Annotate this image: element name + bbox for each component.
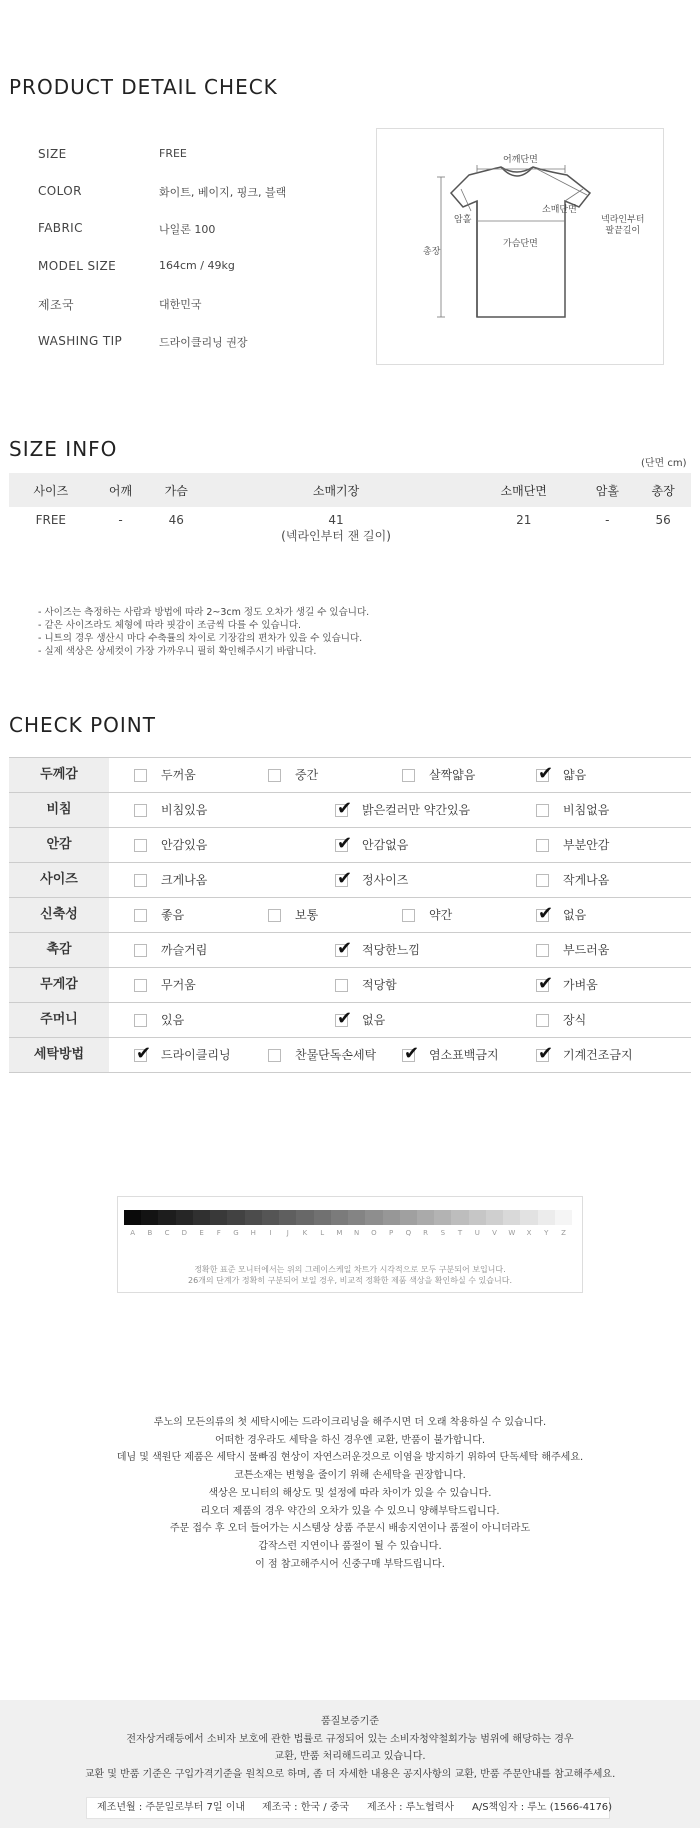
- gray-letter: T: [457, 1229, 463, 1237]
- diagram-label-shoulder: 어깨단면: [503, 155, 538, 165]
- check-row: [9, 863, 691, 898]
- checkbox[interactable]: [536, 839, 549, 852]
- gray-swatch: [193, 1210, 210, 1225]
- check-option-label: 살짝얇음: [429, 768, 476, 782]
- footer-line: 전자상거래등에서 소비자 보호에 관한 법률로 규정되어 있는 소비자청약철회가능 범위에 해당하는 경우: [126, 1733, 574, 1745]
- gray-letter: O: [371, 1229, 377, 1237]
- check-option-label: 중간: [295, 768, 319, 782]
- size-cell: -: [118, 513, 123, 527]
- check-option-label: 안감없음: [362, 838, 409, 852]
- check-option-label: 좋음: [161, 908, 185, 922]
- checkbox[interactable]: [134, 979, 147, 992]
- size-cell: FREE: [35, 513, 67, 527]
- checkbox[interactable]: [134, 769, 147, 782]
- care-line: 이 점 참고해주시어 신중구매 부탁드립니다.: [255, 1558, 445, 1570]
- check-row: [9, 1038, 691, 1073]
- check-row-label: 안감: [9, 828, 109, 862]
- footer-line: 교환, 반품 처리해드리고 있습니다.: [274, 1751, 426, 1763]
- size-notes: [38, 606, 369, 658]
- spec-value: 164cm / 49kg: [159, 259, 235, 272]
- table-row: [9, 507, 691, 557]
- diagram-label-armhole: 암홀: [454, 215, 472, 225]
- gray-swatch: [210, 1210, 227, 1225]
- gray-swatch: [227, 1210, 244, 1225]
- gray-swatch: [383, 1210, 400, 1225]
- gray-letter: L: [320, 1229, 325, 1237]
- gray-swatch: [520, 1210, 537, 1225]
- check-row-label: 촉감: [9, 933, 109, 967]
- spec-label: FABRIC: [38, 221, 83, 235]
- check-option-label: 드라이클리닝: [161, 1048, 231, 1062]
- checkmark-icon: ✔: [337, 938, 353, 959]
- checkbox[interactable]: [134, 874, 147, 887]
- check-option-label: 있음: [161, 1013, 185, 1027]
- gray-letter: Z: [561, 1229, 566, 1237]
- gray-swatch: [279, 1210, 296, 1225]
- checkbox[interactable]: [268, 769, 281, 782]
- checkbox[interactable]: [536, 1014, 549, 1027]
- check-row-label: 사이즈: [9, 863, 109, 897]
- checkmark-icon: ✔: [136, 1043, 152, 1064]
- gray-swatch: [434, 1210, 451, 1225]
- gray-swatch: [314, 1210, 331, 1225]
- check-option-label: 비침없음: [563, 803, 610, 817]
- checkmark-icon: ✔: [337, 833, 353, 854]
- checkbox-checked[interactable]: [536, 1043, 554, 1064]
- checkmark-icon: ✔: [337, 868, 353, 889]
- gray-letter: Y: [544, 1229, 549, 1237]
- gray-letter: N: [354, 1229, 360, 1237]
- checkbox[interactable]: [335, 979, 348, 992]
- gray-swatch: [417, 1210, 434, 1225]
- size-info-title: SIZE INFO: [9, 437, 118, 461]
- care-line: 갑작스런 지연이나 품절이 될 수 있습니다.: [258, 1540, 442, 1552]
- check-option-label: 부분안감: [563, 838, 610, 852]
- care-line: 코튼소재는 변형을 줄이기 위해 손세탁을 권장합니다.: [234, 1470, 466, 1482]
- spec-label: 제조국: [38, 298, 74, 312]
- checkbox[interactable]: [134, 839, 147, 852]
- diagram-label-length: 총장: [423, 247, 441, 257]
- size-cell: 21: [516, 513, 532, 527]
- check-row: [9, 1003, 691, 1038]
- checkbox-checked[interactable]: [536, 973, 554, 994]
- checkbox[interactable]: [134, 804, 147, 817]
- check-row-label: 신축성: [9, 898, 109, 932]
- gray-letter: K: [302, 1229, 308, 1237]
- check-option-label: 가벼움: [563, 978, 598, 992]
- check-option-label: 보통: [295, 908, 319, 922]
- checkbox[interactable]: [536, 944, 549, 957]
- gray-letter: D: [181, 1229, 188, 1237]
- checkmark-icon: ✔: [337, 1008, 353, 1029]
- gray-letter: E: [199, 1229, 204, 1237]
- footer-info-bar: [86, 1797, 613, 1819]
- check-option-label: 크게나옴: [161, 873, 208, 887]
- grayscale-swatches: [124, 1210, 572, 1225]
- checkbox[interactable]: [536, 874, 549, 887]
- note-line: - 사이즈는 측정하는 사람과 방법에 따라 2~3cm 정도 오차가 생길 수 있습니다.: [38, 607, 370, 618]
- checkbox-checked[interactable]: [335, 938, 353, 959]
- care-notice: [0, 1414, 700, 1573]
- check-option-label: 까슬거림: [161, 943, 208, 957]
- checkbox-checked[interactable]: [335, 868, 353, 889]
- gray-swatch: [469, 1210, 486, 1225]
- diagram-label-sleeve-length: 넥라인부터 팔끝길이: [601, 215, 645, 236]
- check-row-label: 세탁방법: [9, 1038, 109, 1072]
- size-unit: (단면 cm): [641, 458, 687, 469]
- checkbox[interactable]: [134, 944, 147, 957]
- gray-letter: W: [508, 1229, 516, 1237]
- gray-swatch: [486, 1210, 503, 1225]
- care-line: 어떠한 경우라도 세탁을 하신 경우엔 교환, 반품이 불가합니다.: [214, 1434, 486, 1446]
- footer-maker: 제조사 : 루노협력사: [367, 1802, 455, 1813]
- checkbox[interactable]: [402, 769, 415, 782]
- spec-label: MODEL SIZE: [38, 259, 117, 273]
- gray-swatch: [176, 1210, 193, 1225]
- checkbox-checked[interactable]: [536, 763, 554, 784]
- gray-swatch: [451, 1210, 468, 1225]
- note-line: - 실제 색상은 상세컷이 가장 가까우니 필히 확인해주시기 바랍니다.: [38, 646, 317, 657]
- spec-label: SIZE: [38, 147, 67, 161]
- gray-letter: V: [492, 1229, 497, 1237]
- check-option-label: 정사이즈: [362, 873, 409, 887]
- check-row: [9, 898, 691, 933]
- checkbox[interactable]: [268, 1049, 281, 1062]
- checkbox[interactable]: [268, 909, 281, 922]
- care-line: 리오더 제품의 경우 약간의 오차가 있을 수 있으니 양해부탁드립니다.: [200, 1505, 500, 1517]
- checkbox-checked[interactable]: [402, 1043, 420, 1064]
- care-line: 루노의 모든의류의 첫 세탁시에는 드라이크리닝을 해주시면 더 오래 착용하실 수 있습니다.: [153, 1417, 547, 1428]
- gray-letter: A: [130, 1229, 136, 1237]
- gray-letter: F: [216, 1229, 221, 1237]
- size-col-header: 암홀: [579, 473, 635, 507]
- spec-value: 대한민국: [159, 298, 202, 311]
- check-row-label: 무게감: [9, 968, 109, 1002]
- footer-text: [0, 1713, 700, 1784]
- size-col-header: 총장: [635, 473, 691, 507]
- check-option-label: 무거움: [161, 978, 196, 992]
- spec-label: WASHING TIP: [38, 334, 123, 348]
- size-cell: 56: [655, 513, 671, 527]
- size-col-header: 사이즈: [9, 473, 93, 507]
- gray-swatch: [141, 1210, 158, 1225]
- diagram-label-sleeve-width: 소매단면: [542, 205, 577, 215]
- check-row: [9, 793, 691, 828]
- check-option-label: 밝은컬러만 약간있음: [362, 803, 471, 817]
- measurement-diagram: [376, 128, 664, 365]
- gray-swatch: [262, 1210, 279, 1225]
- check-row-label: 주머니: [9, 1003, 109, 1037]
- check-row: [9, 933, 691, 968]
- care-line: 데님 및 색원단 제품은 세탁시 물빠짐 현상이 자연스러운것으로 이염을 방지하기 위하여 단독세탁 해주세요.: [116, 1452, 584, 1464]
- gray-letter: G: [233, 1229, 239, 1237]
- grayscale-chart: [117, 1196, 583, 1293]
- gray-swatch: [348, 1210, 365, 1225]
- gray-swatch: [124, 1210, 141, 1225]
- size-cell: 46: [168, 513, 184, 527]
- check-option-label: 비침있음: [161, 803, 208, 817]
- check-option-label: 장식: [563, 1013, 587, 1027]
- check-option-label: 얇음: [563, 768, 587, 782]
- checkmark-icon: ✔: [538, 973, 554, 994]
- gray-swatch: [365, 1210, 382, 1225]
- gray-swatch: [555, 1210, 572, 1225]
- gray-letter: M: [336, 1229, 343, 1237]
- check-point-table: [9, 757, 691, 1073]
- gray-letter: S: [440, 1229, 446, 1237]
- gray-letter: H: [250, 1229, 256, 1237]
- size-col-header: 가슴: [148, 473, 204, 507]
- size-cell: -: [605, 513, 610, 527]
- size-table-header: [9, 473, 691, 507]
- checkbox[interactable]: [536, 804, 549, 817]
- quality-footer: [0, 1700, 700, 1828]
- spec-label: COLOR: [38, 184, 82, 198]
- gray-swatch: [503, 1210, 520, 1225]
- note-line: - 니트의 경우 생산시 마다 수축률의 차이로 기장감의 편차가 있을 수 있습니다.: [38, 633, 363, 644]
- checkbox-checked[interactable]: [335, 833, 353, 854]
- gray-letter: C: [164, 1229, 170, 1237]
- checkbox-checked[interactable]: [536, 903, 554, 924]
- check-option-label: 약간: [429, 908, 453, 922]
- check-row-label: 비침: [9, 793, 109, 827]
- check-point-title: CHECK POINT: [9, 713, 156, 737]
- gray-letter: P: [389, 1229, 394, 1237]
- checkmark-icon: ✔: [538, 1043, 554, 1064]
- size-table: [9, 473, 691, 557]
- checkmark-icon: ✔: [538, 903, 554, 924]
- checkbox[interactable]: [402, 909, 415, 922]
- checkbox-checked[interactable]: [335, 1008, 353, 1029]
- check-option-label: 기계건조금지: [563, 1048, 633, 1062]
- gray-letter: I: [269, 1229, 272, 1237]
- gray-swatch: [400, 1210, 417, 1225]
- check-option-label: 안감있음: [161, 838, 208, 852]
- spec-value: 화이트, 베이지, 핑크, 블랙: [159, 186, 287, 199]
- check-option-label: 작게나옴: [563, 873, 610, 887]
- gray-letter: J: [286, 1229, 289, 1237]
- check-row: [9, 968, 691, 1003]
- spec-value: 드라이클리닝 권장: [159, 336, 248, 349]
- detail-title: PRODUCT DETAIL CHECK: [9, 75, 278, 99]
- footer-made-date: 제조년월 : 주문일로부터 7일 이내: [97, 1802, 246, 1813]
- gray-swatch: [158, 1210, 175, 1225]
- check-option-label: 없음: [563, 908, 587, 922]
- check-row-label: 두께감: [9, 758, 109, 792]
- check-option-label: 부드러움: [563, 943, 610, 957]
- gray-letter: X: [526, 1229, 532, 1237]
- checkmark-icon: ✔: [538, 763, 554, 784]
- size-col-header: 소매단면: [468, 473, 580, 507]
- spec-value: FREE: [159, 147, 187, 160]
- checkbox[interactable]: [134, 1014, 147, 1027]
- checkbox-checked[interactable]: [335, 798, 353, 819]
- gray-swatch: [296, 1210, 313, 1225]
- check-option-label: 찬물단독손세탁: [295, 1048, 377, 1062]
- note-line: - 같은 사이즈라도 체형에 따라 핏감이 조금씩 다를 수 있습니다.: [38, 620, 302, 631]
- footer-line: 교환 및 반품 기준은 구입가격기준을 원칙으로 하며, 좀 더 자세한 내용은 공지사항의 교환, 반품 주문안내를 참고해주세요.: [84, 1769, 616, 1781]
- gray-swatch: [245, 1210, 262, 1225]
- gray-swatch: [538, 1210, 555, 1225]
- gray-letter: B: [147, 1229, 153, 1237]
- size-col-header: 어깨: [93, 473, 149, 507]
- check-option-label: 두꺼움: [161, 768, 196, 782]
- check-option-label: 적당한느낌: [362, 943, 420, 957]
- grayscale-note: 정확한 표준 모니터에서는 위의 그레이스케일 차트가 시각적으로 모두 구분되어 보입니다. 26개의 단계가 정확히 구분되어 보일 경우, 비교적 정확한 제품 색상을 확인하실 수 있습니다.: [188, 1265, 512, 1285]
- spec-value: 나일론 100: [159, 223, 216, 236]
- check-option-label: 적당함: [362, 978, 397, 992]
- check-row: [9, 828, 691, 863]
- check-option-label: 염소표백금지: [429, 1048, 499, 1062]
- footer-country: 제조국 : 한국 / 중국: [262, 1802, 350, 1813]
- check-row: [9, 758, 691, 793]
- care-line: 주문 접수 후 오더 들어가는 시스템상 상품 주문시 배송지연이나 품절이 아니더라도: [169, 1523, 531, 1535]
- gray-letter: U: [474, 1229, 480, 1237]
- diagram-label-chest: 가슴단면: [503, 239, 538, 249]
- check-option-label: 없음: [362, 1013, 386, 1027]
- footer-as: A/S책임자 : 루노 (1566-4176): [472, 1802, 613, 1813]
- footer-title: 품질보증기준: [321, 1716, 379, 1727]
- gray-letter: R: [423, 1229, 429, 1237]
- gray-swatch: [331, 1210, 348, 1225]
- care-line: 색상은 모니터의 해상도 및 설정에 따라 차이가 있을 수 있습니다.: [208, 1487, 492, 1499]
- size-cell-sleeve-length: 41 (넥라인부터 잰 길이): [281, 513, 391, 543]
- gray-letter: Q: [405, 1229, 412, 1237]
- grayscale-letters: [124, 1229, 572, 1237]
- checkbox[interactable]: [134, 909, 147, 922]
- checkbox-checked[interactable]: [134, 1043, 152, 1064]
- size-col-header: 소매기장: [204, 473, 468, 507]
- checkmark-icon: ✔: [337, 798, 353, 819]
- checkmark-icon: ✔: [404, 1043, 420, 1064]
